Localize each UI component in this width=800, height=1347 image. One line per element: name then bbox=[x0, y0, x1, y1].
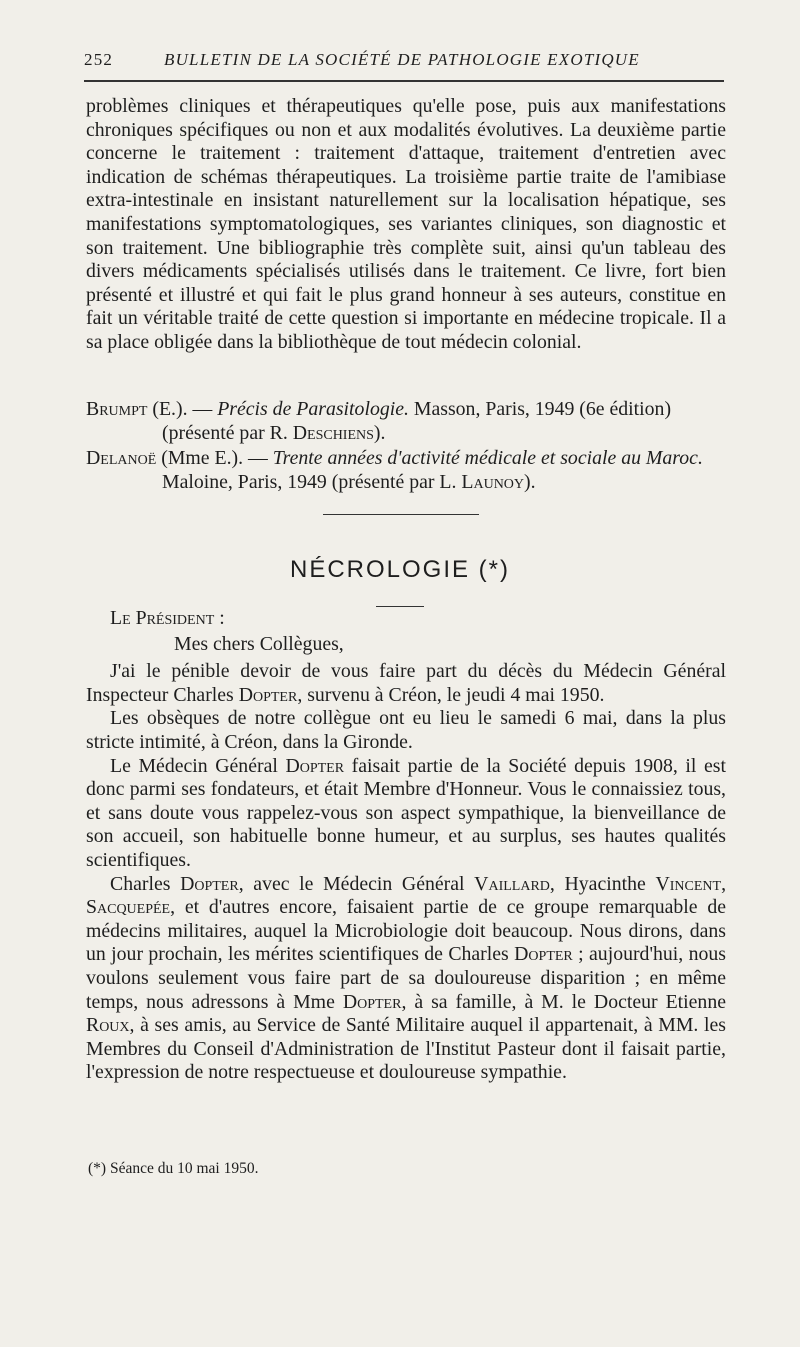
obituary bbox=[86, 607, 726, 1085]
reference-title: Trente années d'activité médicale et sociale au Maroc. bbox=[272, 447, 703, 470]
running-title: BULLETIN DE LA SOCIÉTÉ DE PATHOLOGIE EXOTIQUE bbox=[164, 50, 640, 69]
review-paragraph: problèmes cliniques et thérapeutiques qu'elle pose, puis aux manifestations chroniques spécifiques ou non et aux modalités évolutives. La deuxième partie concerne le traitement : traitement d'attaque, traitement d'entretien avec indication de schémas thérapeutiques. La troisième partie traite de l'amibiase extra-intestinale en insistant naturellement sur la localisation hépatique, ses manifestations symptomatologiques, ses variantes cliniques, son diagnostic et son traitement. Une bibliographie très complète suit, ainsi qu'un tableau des divers médicaments spécialisés utilisés dans le traitement. Ce livre, fort bien présenté et illustré et qui fait le plus grand honneur à ses auteurs, constitue en fait un véritable traité de cette question si importante en médecine tropicale. Il a sa place obligée dans la bibliothèque de tout médecin colonial. bbox=[86, 95, 726, 353]
page-number: 252 bbox=[84, 50, 114, 69]
section-title: NÉCROLOGIE (*) bbox=[289, 556, 511, 583]
reference-author: Delanoë bbox=[86, 447, 157, 470]
footnote: (*) Séance du 10 mai 1950. bbox=[88, 1160, 259, 1177]
section-separator bbox=[323, 514, 479, 515]
reference-brumpt: Brumpt (E.). — Précis de Parasitologie. Masson, Paris, 1949 (6e édition) (présenté par R. Deschiens). bbox=[86, 398, 672, 444]
running-header bbox=[84, 50, 724, 74]
obituary-paragraph: Les obsèques de notre collègue ont eu lieu le samedi 6 mai, dans la plus stricte intimité, à Créon, dans la Gironde. bbox=[86, 707, 726, 753]
salutation: Mes chers Collègues, bbox=[174, 632, 344, 655]
obituary-paragraph: J'ai le pénible devoir de vous faire part du décès du Médecin Général Inspecteur Charles Dopter, survenu à Créon, le jeudi 4 mai 1950. bbox=[86, 660, 726, 706]
reference-author: Brumpt bbox=[86, 398, 148, 420]
review-continuation bbox=[86, 95, 726, 355]
speaker-line: Le Président : bbox=[110, 607, 225, 629]
book-references bbox=[86, 398, 732, 496]
obituary-paragraph: Charles Dopter, avec le Médecin Général Vaillard, Hyacinthe Vincent, Sacquepée, et d'autres encore, faisaient partie de ce groupe remarquable de médecins militaires, auquel la Microbiologie doit beaucoup. Nous dirons, dans un jour prochain, les mérites scientifiques de Charles Dopter ; aujourd'hui, nous voulons seulement vous faire part de sa douloureuse disparition ; en même temps, nous adressons à Mme Dopter, à sa famille, à M. le Docteur Etienne Roux, à ses amis, au Service de Santé Militaire auquel il appartenait, à MM. les Membres du Conseil d'Administration de l'Institut Pasteur dont il faisait partie, l'expression de notre respectueuse et douloureuse sympathie. bbox=[86, 872, 727, 1084]
reference-title: Précis de Parasitologie. bbox=[217, 398, 409, 420]
obituary-paragraph: Le Médecin Général Dopter faisait partie de la Société depuis 1908, il est donc parmi ses fondateurs, et était Membre d'Honneur. Vous le connaissiez tous, et sans doute vous rappelez-vous son aspect sympathique, la bienveillance de son accueil, son habituelle bonne humeur, et au surplus, ses hautes qualités scientifiques. bbox=[86, 754, 726, 871]
header-rule bbox=[84, 80, 724, 82]
reference-delanoe: Delanoë (Mme E.). — Trente années d'activité médicale et sociale au Maroc. Maloine, Paris, 1949 (présenté par L. Launoy). bbox=[86, 447, 703, 493]
